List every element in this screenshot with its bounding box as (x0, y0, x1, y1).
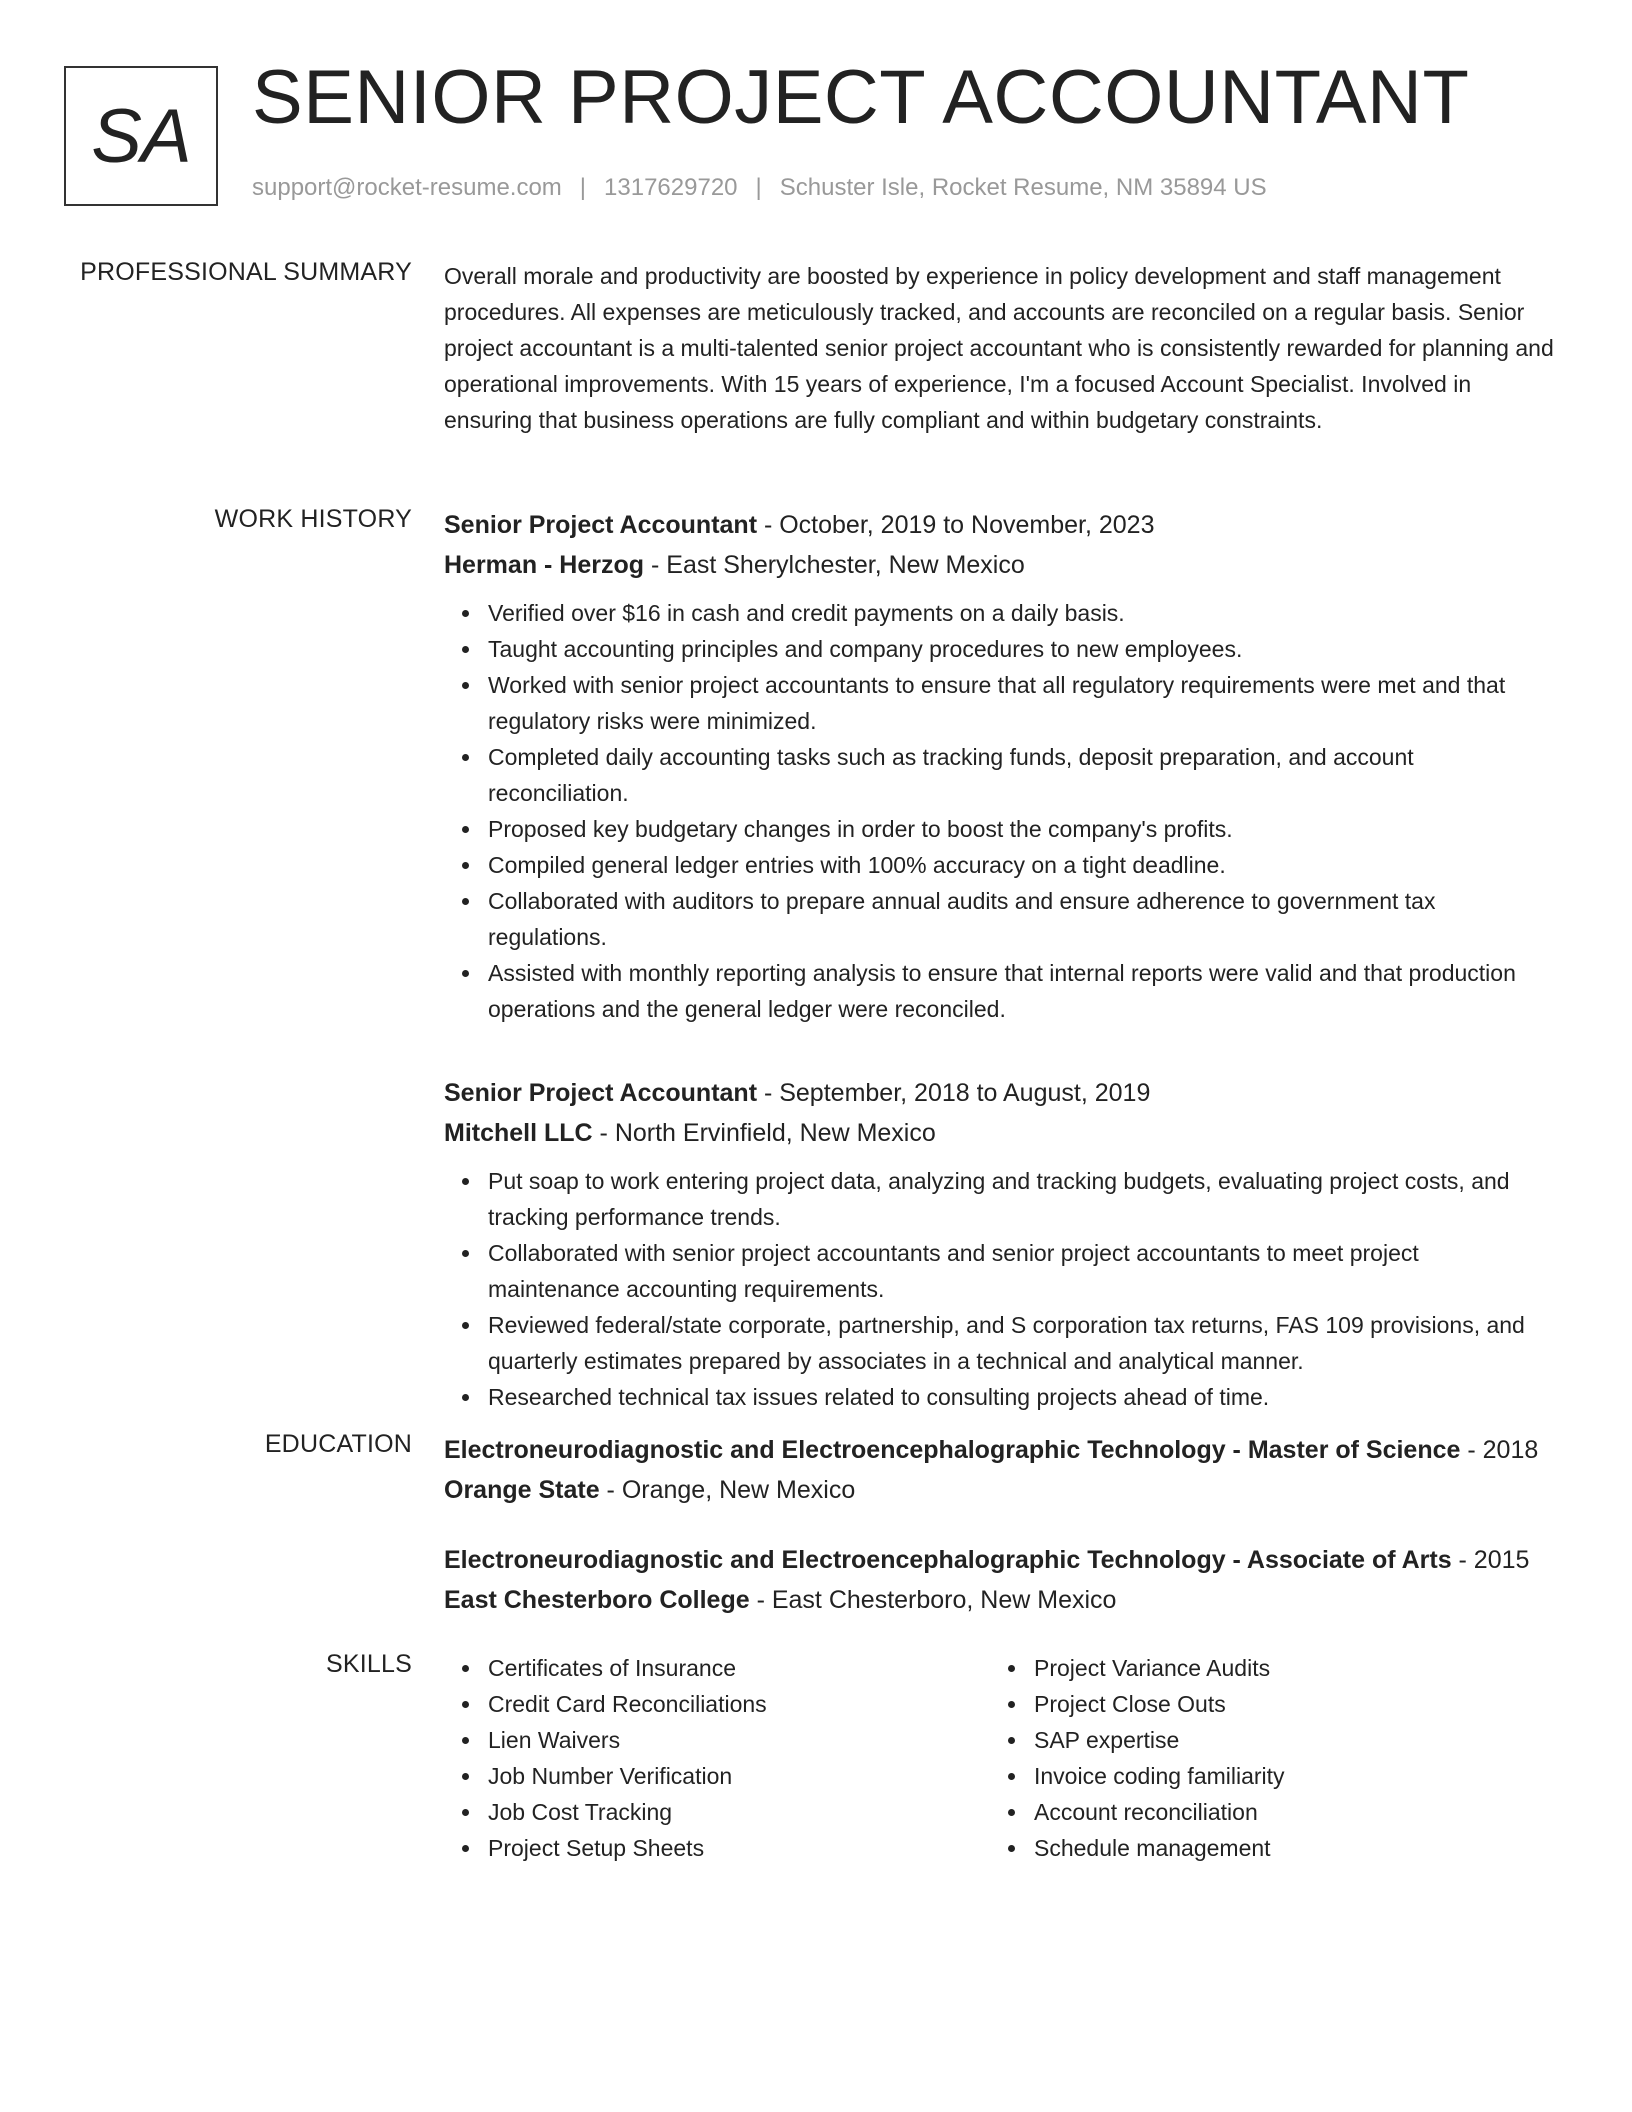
list-item: Project Setup Sheets (444, 1830, 990, 1866)
list-item: Collaborated with senior project accountants and senior project accountants to meet project maintenance accounting requirements. (444, 1235, 1554, 1307)
list-item: Put soap to work entering project data, analyzing and tracking budgets, evaluating project costs, and tracking performance trends. (444, 1163, 1554, 1235)
school-line (444, 1580, 1554, 1620)
list-item: Invoice coding familiarity (990, 1758, 1536, 1794)
job-dates: - October, 2019 to November, 2023 (757, 511, 1155, 539)
school-name: Orange State (444, 1476, 600, 1504)
list-item: Reviewed federal/state corporate, partnership, and S corporation tax returns, FAS 109 provisions, and quarterly estimates prepared by associates in a technical and analytical manner. (444, 1307, 1554, 1379)
job-bullets (444, 595, 1554, 1027)
contact-line (252, 174, 1267, 202)
skills-list-left (444, 1650, 990, 1866)
school-name: East Chesterboro College (444, 1586, 750, 1614)
education-entry (444, 1430, 1554, 1510)
list-item: Job Number Verification (444, 1758, 990, 1794)
contact-address: Schuster Isle, Rocket Resume, NM 35894 US (779, 174, 1267, 201)
school-line (444, 1470, 1554, 1510)
job-company: Herman - Herzog (444, 551, 645, 579)
job-location: - North Ervinfield, New Mexico (592, 1119, 936, 1147)
skills-heading: SKILLS (326, 1650, 412, 1678)
summary-heading: PROFESSIONAL SUMMARY (80, 258, 412, 286)
list-item: Proposed key budgetary changes in order to boost the company's profits. (444, 811, 1554, 847)
work-history-body (444, 505, 1554, 1461)
job-entry (444, 1073, 1554, 1415)
list-item: SAP expertise (990, 1722, 1536, 1758)
list-item: Verified over $16 in cash and credit payments on a daily basis. (444, 595, 1554, 631)
list-item: Taught accounting principles and company procedures to new employees. (444, 631, 1554, 667)
list-item: Credit Card Reconciliations (444, 1686, 990, 1722)
degree-year: - 2018 (1460, 1436, 1539, 1464)
job-bullets (444, 1163, 1554, 1415)
list-item: Account reconciliation (990, 1794, 1536, 1830)
job-company: Mitchell LLC (444, 1119, 593, 1147)
degree-line (444, 1540, 1554, 1580)
contact-phone: 1317629720 (604, 174, 738, 201)
list-item: Collaborated with auditors to prepare annual audits and ensure adherence to government tax regulations. (444, 883, 1554, 955)
list-item: Researched technical tax issues related to consulting projects ahead of time. (444, 1379, 1554, 1415)
list-item: Project Variance Audits (990, 1650, 1536, 1686)
skills-columns (444, 1650, 1554, 1866)
education-entry (444, 1540, 1554, 1620)
list-item: Worked with senior project accountants to ensure that all regulatory requirements were met and that regulatory risks were minimized. (444, 667, 1554, 739)
list-item: Certificates of Insurance (444, 1650, 990, 1686)
list-item: Compiled general ledger entries with 100% accuracy on a tight deadline. (444, 847, 1554, 883)
school-location: - Orange, New Mexico (599, 1476, 856, 1504)
skills-column-left (444, 1650, 990, 1866)
school-location: - East Chesterboro, New Mexico (749, 1586, 1117, 1614)
list-item: Completed daily accounting tasks such as tracking funds, deposit preparation, and account reconciliation. (444, 739, 1554, 811)
job-dates: - September, 2018 to August, 2019 (757, 1079, 1151, 1107)
list-item: Job Cost Tracking (444, 1794, 990, 1830)
job-company-line (444, 545, 1554, 585)
education-body (444, 1430, 1554, 1650)
job-role: Senior Project Accountant (444, 1079, 758, 1107)
education-heading: EDUCATION (264, 1430, 412, 1458)
list-item: Lien Waivers (444, 1722, 990, 1758)
monogram-badge: SA (64, 66, 218, 206)
job-entry (444, 505, 1554, 1027)
job-title-line (444, 1073, 1554, 1113)
contact-separator: | (579, 174, 587, 201)
job-location: - East Sherylchester, New Mexico (644, 551, 1025, 579)
job-title-line (444, 505, 1554, 545)
list-item: Schedule management (990, 1830, 1536, 1866)
skills-list-right (990, 1650, 1536, 1866)
summary-body (444, 258, 1554, 438)
skills-column-right (990, 1650, 1536, 1866)
contact-separator: | (755, 174, 762, 201)
summary-text: Overall morale and productivity are boosted by experience in policy development and staff management procedures. All expenses are meticulously tracked, and accounts are reconciled on a regular basis. Senior project accountant is a multi-talented senior project accountant who is consistently rewarded for planning and operational improvements. With 15 years of experience, I'm a focused Account Specialist. Involved in ensuring that business operations are fully compliant and within budgetary constraints. (444, 263, 1554, 433)
contact-email: support@rocket-resume.com (252, 174, 562, 201)
list-item: Project Close Outs (990, 1686, 1536, 1722)
work-history-heading: WORK HISTORY (214, 505, 412, 533)
degree-name: Electroneurodiagnostic and Electroencephalographic Technology - Master of Science (444, 1436, 1461, 1464)
degree-name: Electroneurodiagnostic and Electroencephalographic Technology - Associate of Arts (444, 1546, 1452, 1574)
degree-line (444, 1430, 1554, 1470)
job-role: Senior Project Accountant (444, 511, 758, 539)
skills-body (444, 1650, 1554, 1866)
degree-year: - 2015 (1451, 1546, 1530, 1574)
list-item: Assisted with monthly reporting analysis to ensure that internal reports were valid and that production operations and the general ledger were reconciled. (444, 955, 1554, 1027)
job-company-line (444, 1113, 1554, 1153)
page-title: SENIOR PROJECT ACCOUNTANT (252, 55, 1470, 140)
